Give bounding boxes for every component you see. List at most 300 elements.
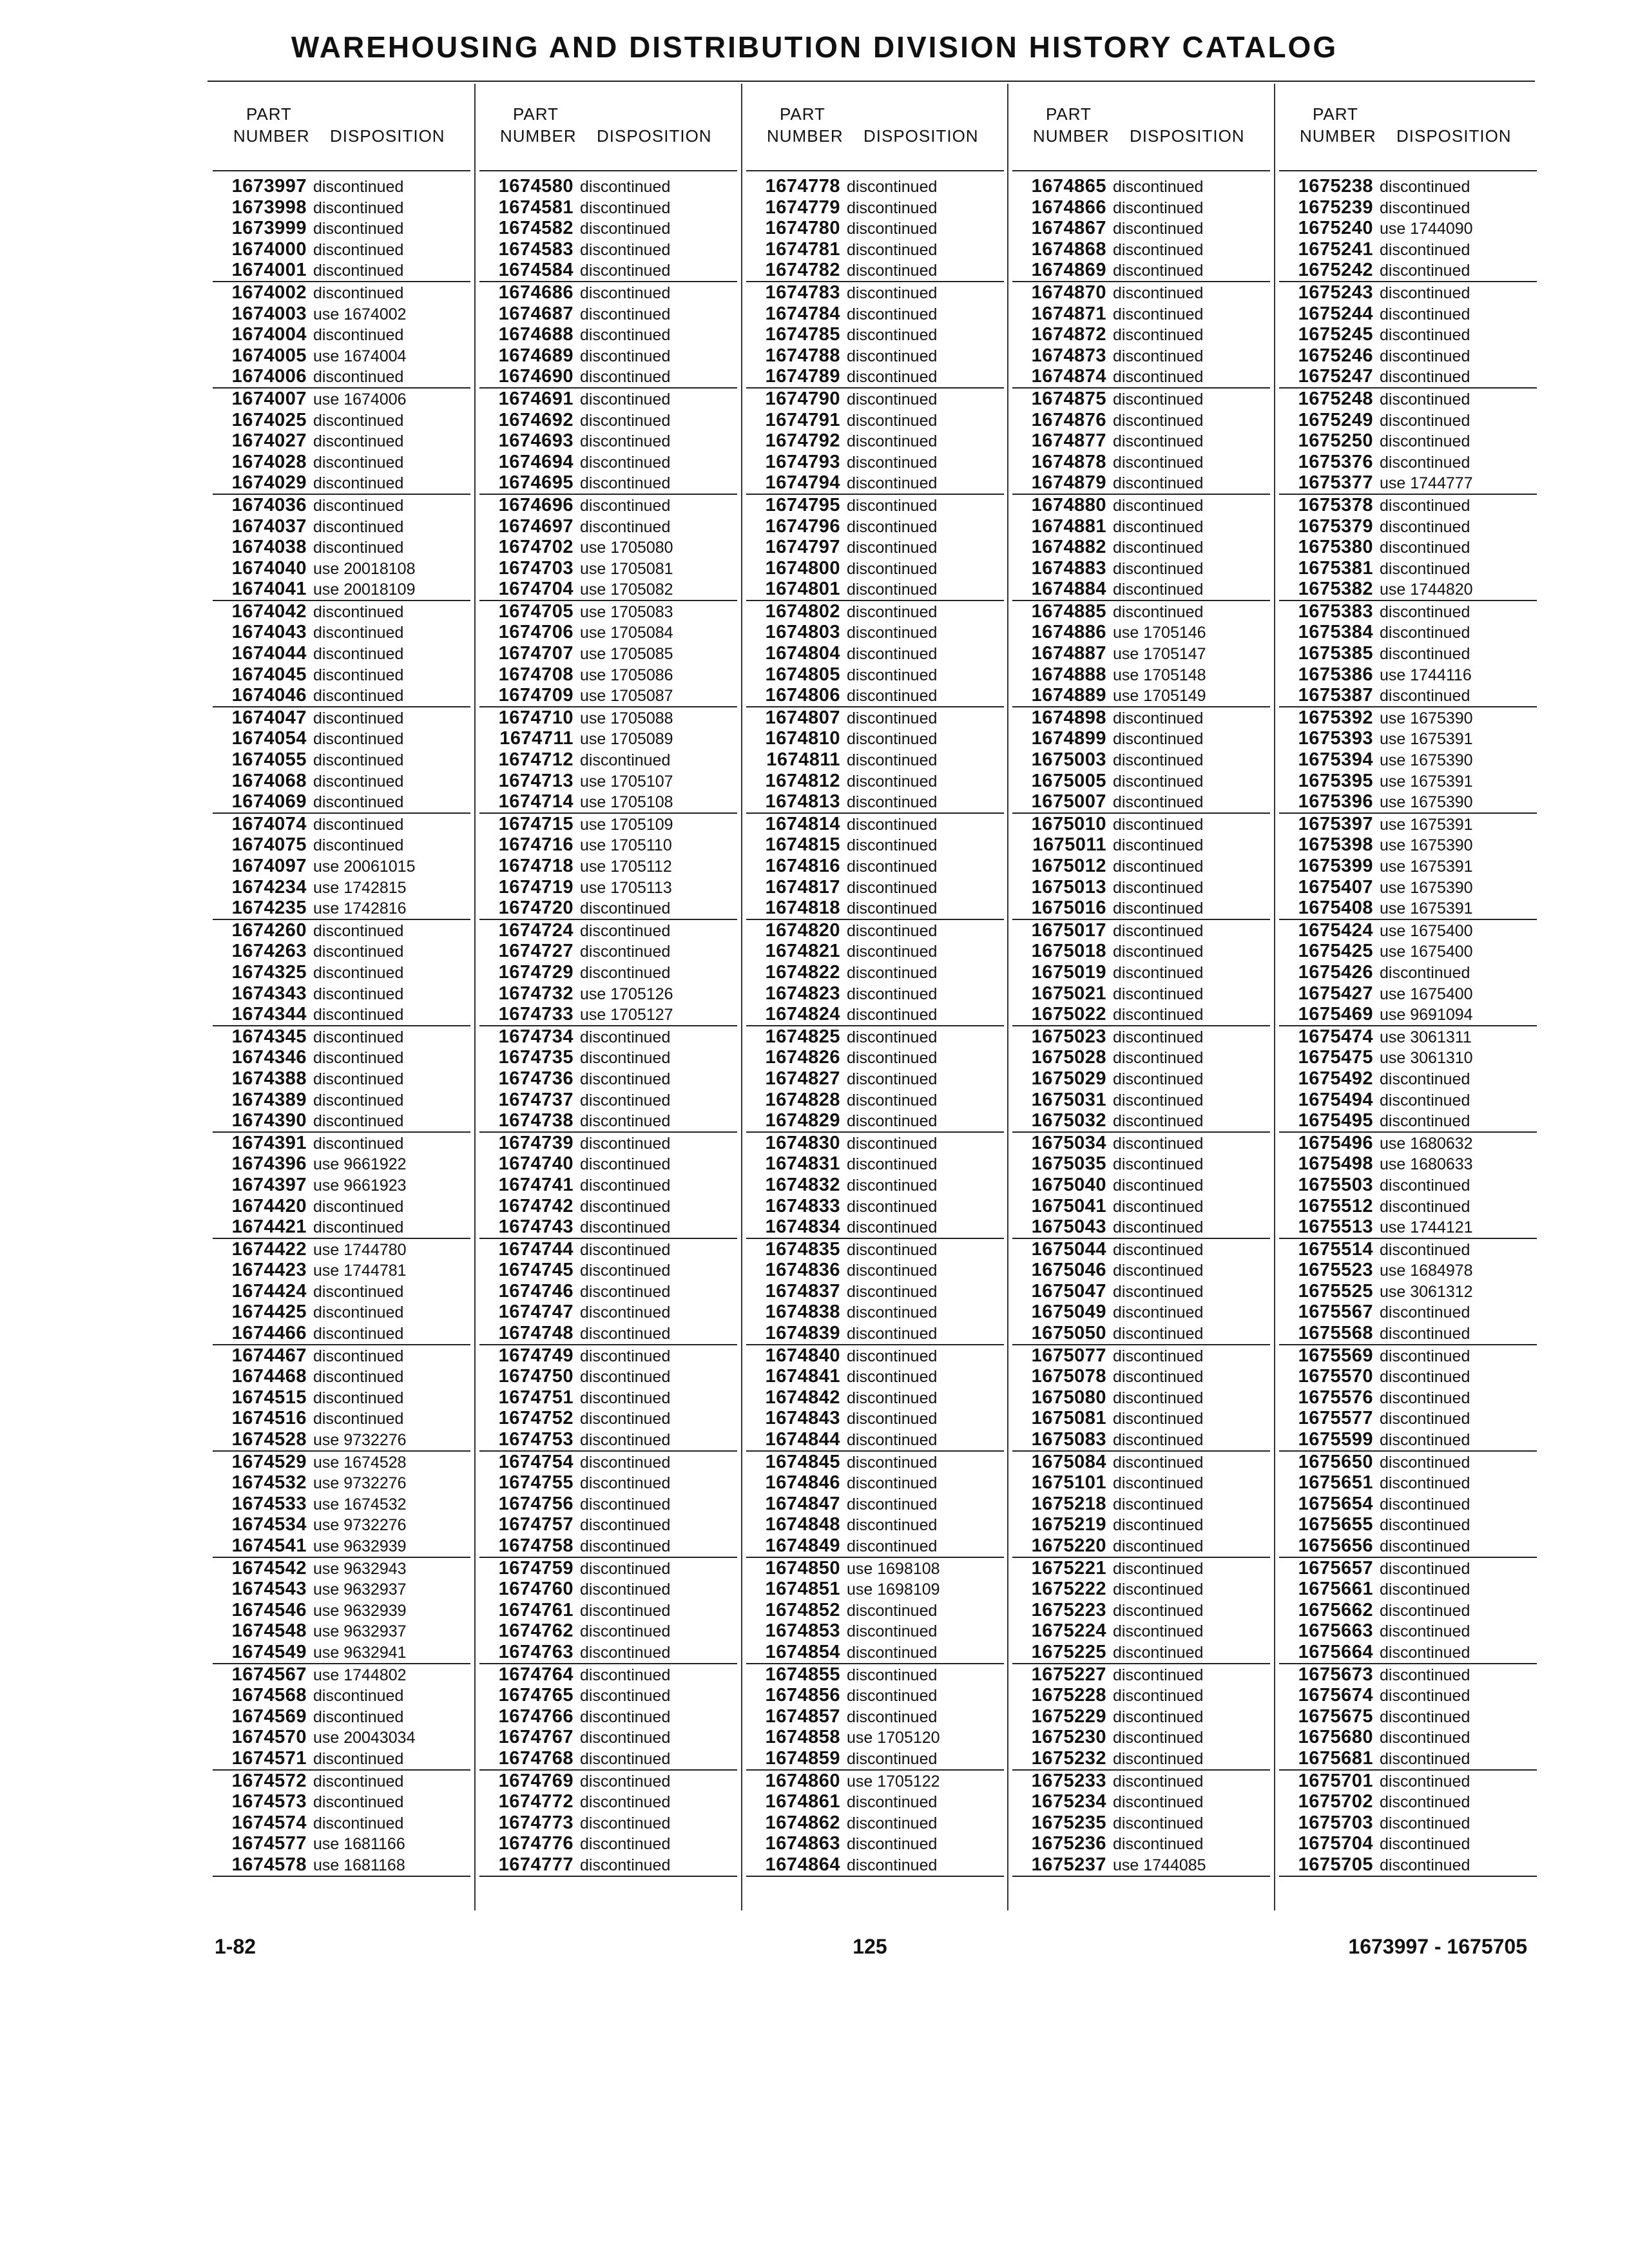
- part-number: 1674784: [765, 303, 840, 324]
- table-row: [1279, 1133, 1537, 1154]
- table-row: [479, 430, 737, 452]
- table-row: [213, 1302, 470, 1323]
- disposition: use 1705112: [580, 858, 672, 876]
- disposition: discontinued: [1113, 836, 1204, 855]
- disposition: discontinued: [1380, 284, 1470, 302]
- header-disposition-label: DISPOSITION: [597, 126, 712, 146]
- part-number: 1675661: [1298, 1579, 1373, 1600]
- part-number: 1675078: [1031, 1366, 1106, 1387]
- disposition: discontinued: [1113, 1049, 1204, 1068]
- part-number: 1674706: [498, 622, 574, 643]
- table-row: [1012, 1110, 1270, 1133]
- disposition: discontinued: [1380, 1410, 1470, 1428]
- table-row: [213, 1664, 470, 1686]
- part-number: 1674810: [765, 728, 840, 749]
- disposition: discontinued: [847, 411, 938, 430]
- part-number: 1674468: [231, 1366, 307, 1387]
- part-number: 1674715: [498, 813, 574, 834]
- part-number: 1674856: [765, 1685, 840, 1706]
- part-number: 1675681: [1298, 1747, 1373, 1769]
- part-number: 1674749: [498, 1345, 574, 1366]
- disposition: discontinued: [1380, 1856, 1470, 1874]
- table-row: [1012, 877, 1270, 898]
- part-number: 1674423: [231, 1260, 307, 1281]
- disposition: discontinued: [580, 1601, 671, 1620]
- disposition: use 1698109: [847, 1581, 940, 1599]
- part-number: 1674822: [765, 961, 840, 983]
- disposition: discontinued: [580, 1516, 671, 1535]
- table-row: [479, 1748, 737, 1771]
- table-row: [479, 1579, 737, 1600]
- part-number: 1674874: [1031, 366, 1106, 387]
- part-number: 1674765: [498, 1685, 574, 1706]
- part-number: 1674534: [231, 1514, 307, 1535]
- header-part-label: PART: [513, 104, 559, 124]
- part-number: 1674842: [765, 1387, 840, 1408]
- table-row: [213, 430, 470, 452]
- table-row: [1012, 856, 1270, 877]
- table-row: [213, 176, 470, 197]
- table-row: [213, 1771, 470, 1792]
- part-number: 1674811: [766, 749, 840, 771]
- part-number: 1674343: [231, 983, 307, 1004]
- table-row: [746, 1748, 1004, 1771]
- disposition: use 1705122: [847, 1772, 940, 1791]
- disposition: discontinued: [580, 943, 671, 961]
- table-row: [479, 1685, 737, 1706]
- table-row: [479, 558, 737, 579]
- disposition: discontinued: [1380, 1559, 1470, 1578]
- table-row: [479, 1216, 737, 1239]
- table-row: [1279, 1833, 1537, 1854]
- table-row: [213, 1090, 470, 1111]
- part-number: 1675701: [1298, 1770, 1373, 1791]
- page-number: 125: [853, 1935, 887, 1958]
- disposition: discontinued: [847, 1282, 938, 1301]
- part-number: 1675032: [1031, 1110, 1106, 1131]
- disposition: discontinued: [1113, 1814, 1204, 1832]
- disposition: use 1705089: [580, 730, 673, 749]
- table-row: [213, 282, 470, 303]
- disposition: discontinued: [1380, 178, 1470, 196]
- part-number: 1675494: [1298, 1089, 1373, 1110]
- table-row: [479, 176, 737, 197]
- table-row: [479, 941, 737, 962]
- part-number: 1674542: [231, 1557, 307, 1579]
- disposition: discontinued: [1380, 1453, 1470, 1472]
- part-number: 1674867: [1031, 218, 1106, 239]
- table-row: [1279, 1771, 1537, 1792]
- table-row: [479, 1004, 737, 1026]
- part-number: 1674813: [765, 791, 840, 812]
- disposition: use 1705109: [580, 815, 673, 834]
- table-row: [479, 1452, 737, 1473]
- disposition: discontinued: [1380, 963, 1470, 982]
- part-number: 1674768: [498, 1747, 574, 1769]
- table-row: [1279, 1706, 1537, 1727]
- disposition: use 9632941: [313, 1643, 407, 1662]
- table-row: [1279, 537, 1537, 558]
- entry-list: [1012, 176, 1270, 1877]
- table-row: [213, 366, 470, 389]
- table-row: [479, 1026, 737, 1048]
- disposition: discontinued: [1113, 326, 1204, 345]
- disposition: discontinued: [580, 368, 671, 387]
- part-number: 1674762: [498, 1620, 574, 1642]
- disposition: use 1681166: [313, 1835, 405, 1854]
- part-number: 1675424: [1298, 919, 1373, 941]
- part-number: 1675007: [1031, 791, 1106, 812]
- disposition: discontinued: [313, 1028, 404, 1046]
- table-row: [746, 1685, 1004, 1706]
- disposition: discontinued: [313, 943, 404, 961]
- table-row: [213, 1727, 470, 1748]
- disposition: discontinued: [313, 645, 404, 664]
- disposition: discontinued: [313, 1793, 404, 1812]
- table-row: [1012, 472, 1270, 495]
- table-row: [213, 1812, 470, 1834]
- part-number: 1674778: [765, 176, 840, 197]
- table-row: [1279, 495, 1537, 516]
- disposition: discontinued: [313, 1389, 404, 1407]
- table-row: [1012, 1260, 1270, 1281]
- entry-list: [1279, 176, 1537, 1877]
- disposition: discontinued: [847, 1516, 938, 1535]
- disposition: discontinued: [847, 178, 938, 196]
- disposition: discontinued: [1113, 1282, 1204, 1301]
- part-number: 1674782: [765, 260, 840, 281]
- disposition: discontinued: [847, 1410, 938, 1428]
- part-number: 1674745: [498, 1260, 574, 1281]
- disposition: discontinued: [847, 1389, 938, 1407]
- disposition: use 1705108: [580, 793, 673, 812]
- table-row: [746, 366, 1004, 389]
- disposition: discontinued: [313, 474, 404, 493]
- disposition: use 3061311: [1380, 1028, 1472, 1046]
- table-row: [479, 410, 737, 431]
- part-number: 1674712: [498, 749, 574, 771]
- part-number: 1674703: [498, 557, 574, 579]
- disposition: discontinued: [847, 687, 938, 706]
- table-row: [479, 1833, 737, 1854]
- disposition: discontinued: [847, 1325, 938, 1343]
- part-number: 1674467: [231, 1345, 307, 1366]
- table-row: [213, 1791, 470, 1812]
- disposition: discontinued: [847, 645, 938, 664]
- part-number: 1675387: [1298, 685, 1373, 706]
- part-number: 1674005: [231, 345, 307, 366]
- header-number-label: NUMBER: [1300, 126, 1376, 146]
- table-row: [1279, 749, 1537, 771]
- table-row: [1279, 622, 1537, 643]
- entry-list: [213, 176, 470, 1877]
- table-row: [1012, 239, 1270, 260]
- table-row: [1279, 176, 1537, 197]
- table-row: [746, 1854, 1004, 1877]
- disposition: discontinued: [1113, 1707, 1204, 1726]
- table-row: [1012, 345, 1270, 367]
- disposition: discontinued: [1380, 1112, 1470, 1131]
- table-row: [746, 1387, 1004, 1408]
- table-row: [213, 1216, 470, 1239]
- table-row: [1012, 601, 1270, 622]
- header-disposition-label: DISPOSITION: [1396, 126, 1512, 146]
- table-row: [213, 728, 470, 749]
- disposition: discontinued: [1113, 581, 1204, 599]
- part-number: 1674854: [765, 1641, 840, 1662]
- table-row: [213, 1600, 470, 1621]
- part-number: 1674790: [765, 388, 840, 409]
- part-number: 1675239: [1298, 197, 1373, 218]
- disposition: discontinued: [1113, 1666, 1204, 1684]
- part-number: 1675225: [1031, 1641, 1106, 1662]
- disposition: discontinued: [847, 943, 938, 961]
- table-row: [1012, 1387, 1270, 1408]
- disposition: discontinued: [580, 474, 671, 493]
- table-row: [746, 1472, 1004, 1494]
- disposition: discontinued: [1113, 1176, 1204, 1195]
- part-number: 1674824: [765, 1004, 840, 1025]
- part-number: 1674532: [231, 1472, 307, 1494]
- part-number: 1675425: [1298, 941, 1373, 962]
- table-row: [746, 643, 1004, 664]
- part-number: 1674877: [1031, 430, 1106, 452]
- part-number: 1674841: [765, 1366, 840, 1387]
- table-row: [1279, 218, 1537, 239]
- disposition: use 1705081: [580, 559, 673, 578]
- disposition: discontinued: [580, 1856, 671, 1874]
- part-number: 1674568: [231, 1685, 307, 1706]
- part-number: 1675046: [1031, 1260, 1106, 1281]
- disposition: discontinued: [580, 1835, 671, 1854]
- table-row: [1012, 1771, 1270, 1792]
- disposition: use 3061310: [1380, 1049, 1473, 1068]
- disposition: discontinued: [1380, 411, 1470, 430]
- table-row: [1012, 1579, 1270, 1600]
- table-row: [1279, 1110, 1537, 1133]
- part-number: 1674235: [231, 898, 307, 919]
- part-number: 1674828: [765, 1089, 840, 1110]
- part-number: 1675474: [1298, 1026, 1373, 1047]
- part-number: 1674569: [231, 1706, 307, 1727]
- part-number: 1674543: [231, 1579, 307, 1600]
- disposition: use 1675390: [1380, 878, 1473, 897]
- table-row: [213, 472, 470, 495]
- table-row: [479, 452, 737, 473]
- table-row: [1012, 579, 1270, 601]
- table-row: [1279, 920, 1537, 941]
- table-row: [479, 1153, 737, 1175]
- disposition: discontinued: [1113, 390, 1204, 408]
- table-row: [1012, 898, 1270, 920]
- table-row: [1279, 601, 1537, 622]
- part-number: 1675513: [1298, 1216, 1373, 1238]
- disposition: discontinued: [313, 709, 404, 727]
- disposition: discontinued: [580, 496, 671, 515]
- part-number: 1674043: [231, 622, 307, 643]
- part-number: 1674792: [765, 430, 840, 452]
- disposition: discontinued: [847, 390, 938, 408]
- table-row: [213, 1153, 470, 1175]
- table-row: [1279, 814, 1537, 835]
- part-number: 1675044: [1031, 1238, 1106, 1260]
- disposition: discontinued: [1380, 496, 1470, 515]
- table-row: [746, 1323, 1004, 1345]
- table-row: [746, 664, 1004, 686]
- part-number: 1674738: [498, 1110, 574, 1131]
- table-row: [1279, 282, 1537, 303]
- part-number: 1674694: [498, 451, 574, 472]
- table-row: [1279, 303, 1537, 325]
- part-number: 1674861: [765, 1791, 840, 1812]
- disposition: use 1744802: [313, 1666, 407, 1684]
- part-number: 1674693: [498, 430, 574, 452]
- table-row: [213, 622, 470, 643]
- disposition: discontinued: [580, 1687, 671, 1706]
- table-row: [1012, 1429, 1270, 1452]
- disposition: discontinued: [313, 624, 404, 642]
- table-row: [1012, 495, 1270, 516]
- part-number: 1675250: [1298, 430, 1373, 452]
- disposition: use 9632939: [313, 1601, 407, 1620]
- table-row: [479, 1281, 737, 1302]
- disposition: use 1675391: [1380, 899, 1473, 918]
- table-row: [1012, 643, 1270, 664]
- disposition: discontinued: [847, 1601, 938, 1620]
- table-row: [746, 1791, 1004, 1812]
- part-number: 1674802: [765, 601, 840, 622]
- disposition: use 1744121: [1380, 1218, 1473, 1237]
- disposition: discontinued: [1113, 858, 1204, 876]
- disposition: use 1705107: [580, 772, 673, 791]
- disposition: use 20018108: [313, 559, 416, 578]
- part-number: 1674029: [231, 472, 307, 494]
- part-number: 1675703: [1298, 1812, 1373, 1833]
- part-number: 1674549: [231, 1641, 307, 1662]
- part-number: 1674742: [498, 1195, 574, 1216]
- table-row: [1012, 834, 1270, 856]
- part-number: 1674880: [1031, 494, 1106, 515]
- table-row: [1012, 1664, 1270, 1686]
- table-row: [213, 389, 470, 410]
- table-row: [1279, 941, 1537, 962]
- table-row: [213, 303, 470, 325]
- table-row: [213, 877, 470, 898]
- disposition: discontinued: [1113, 751, 1204, 770]
- disposition: discontinued: [1113, 1793, 1204, 1812]
- table-row: [746, 389, 1004, 410]
- disposition: discontinued: [580, 305, 671, 323]
- part-number: 1674042: [231, 601, 307, 622]
- table-row: [213, 1535, 470, 1558]
- disposition: use 1705149: [1113, 687, 1206, 706]
- part-number: 1674823: [765, 983, 840, 1004]
- table-row: [746, 345, 1004, 367]
- table-row: [1279, 1558, 1537, 1579]
- disposition: discontinued: [1380, 262, 1470, 280]
- disposition: discontinued: [1113, 1197, 1204, 1216]
- table-row: [213, 1514, 470, 1535]
- table-row: [746, 452, 1004, 473]
- part-number: 1674857: [765, 1706, 840, 1727]
- disposition: discontinued: [1113, 284, 1204, 302]
- part-number: 1674541: [231, 1535, 307, 1556]
- disposition: discontinued: [847, 793, 938, 812]
- table-row: [1279, 771, 1537, 792]
- part-number: 1674817: [765, 876, 840, 898]
- table-row: [746, 1260, 1004, 1281]
- disposition: discontinued: [847, 1049, 938, 1068]
- table-row: [1012, 791, 1270, 814]
- part-number: 1674869: [1031, 260, 1106, 281]
- disposition: discontinued: [1113, 1537, 1204, 1555]
- part-number: 1674863: [765, 1833, 840, 1854]
- table-row: [1012, 410, 1270, 431]
- part-number: 1674887: [1031, 643, 1106, 664]
- part-number: 1674036: [231, 494, 307, 515]
- table-row: [1012, 685, 1270, 707]
- part-number: 1674852: [765, 1599, 840, 1620]
- disposition: discontinued: [1380, 198, 1470, 217]
- table-row: [746, 218, 1004, 239]
- table-row: [1279, 1620, 1537, 1642]
- part-number: 1675221: [1031, 1557, 1106, 1579]
- part-number: 1674038: [231, 537, 307, 558]
- table-row: [213, 1408, 470, 1429]
- table-row: [1012, 1854, 1270, 1877]
- table-row: [479, 983, 737, 1004]
- table-row: [1012, 664, 1270, 686]
- table-row: [1012, 516, 1270, 537]
- disposition: discontinued: [1113, 539, 1204, 557]
- part-number: 1675704: [1298, 1833, 1373, 1854]
- table-row: [746, 814, 1004, 835]
- table-row: [213, 1472, 470, 1494]
- table-row: [479, 1196, 737, 1217]
- part-number: 1674865: [1031, 176, 1106, 197]
- table-row: [1279, 1514, 1537, 1535]
- table-row: [1012, 1408, 1270, 1429]
- part-number: 1675577: [1298, 1408, 1373, 1429]
- disposition: discontinued: [1113, 1303, 1204, 1322]
- disposition: discontinued: [313, 730, 404, 749]
- table-row: [213, 707, 470, 729]
- part-number: 1674759: [498, 1557, 574, 1579]
- disposition: discontinued: [847, 284, 938, 302]
- disposition: discontinued: [847, 432, 938, 451]
- table-row: [479, 1472, 737, 1494]
- part-number: 1675220: [1031, 1535, 1106, 1556]
- part-number: 1675031: [1031, 1089, 1106, 1110]
- table-row: [1279, 366, 1537, 389]
- disposition: discontinued: [847, 1495, 938, 1514]
- part-number: 1675394: [1298, 749, 1373, 771]
- disposition: use 1705147: [1113, 645, 1206, 664]
- part-number: 1674821: [765, 941, 840, 962]
- part-number: 1674779: [765, 197, 840, 218]
- table-row: [746, 771, 1004, 792]
- table-row: [479, 389, 737, 410]
- part-number: 1675234: [1031, 1791, 1106, 1812]
- table-row: [1012, 1153, 1270, 1175]
- table-row: [1012, 558, 1270, 579]
- table-row: [479, 856, 737, 877]
- disposition: discontinued: [1113, 1070, 1204, 1088]
- part-number: 1674006: [231, 366, 307, 387]
- disposition: discontinued: [847, 559, 938, 578]
- disposition: discontinued: [1113, 1772, 1204, 1791]
- table-row: [1012, 728, 1270, 749]
